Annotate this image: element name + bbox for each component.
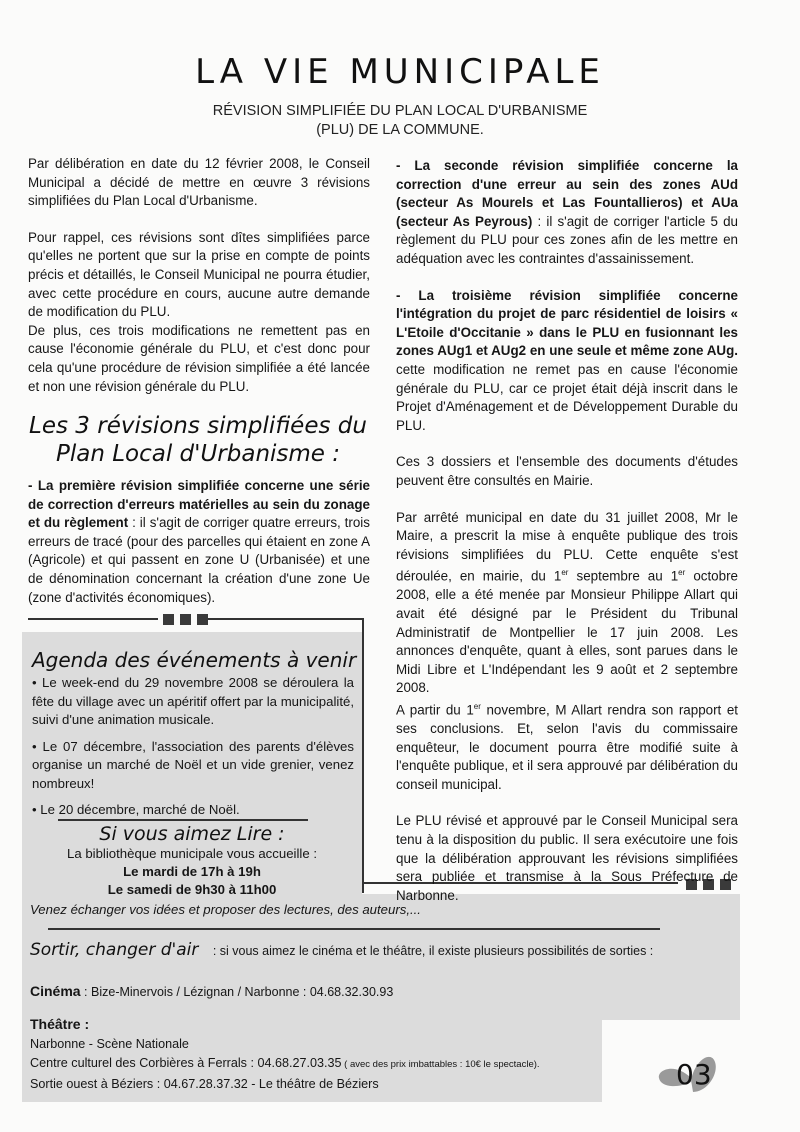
revision-2: - La seconde révision simplifiée concerne la correction d'une erreur au sein des zones AUd (secteur As Mourels et Las Fountallieros) et AUa (secteur As Peyrous) : il s'agit de corriger l'article 5 du règlement du PLU pour ces zones afin de les mettre en adéquation avec les contraintes d'assainissement. bbox=[396, 158, 738, 266]
agenda-item: • Le 07 décembre, l'association des parents d'élèves organise un marché de Noël et un vide grenier, venez nombreux! bbox=[32, 738, 354, 791]
section-title: Les 3 révisions simplifiées du Plan Local d'Urbanisme : bbox=[29, 413, 367, 467]
revision-1-lead: - La première révision simplifiée concerne une série de correction d'erreurs matérielles au sein du zonage et du règlement bbox=[28, 478, 370, 531]
agenda-item: • Le 20 décembre, marché de Noël. bbox=[32, 802, 240, 817]
library-hours-tuesday: Le mardi de 17h à 19h bbox=[123, 864, 261, 879]
square-icon bbox=[163, 614, 174, 625]
divider-line bbox=[58, 819, 308, 821]
reading-title: Si vous aimez Lire : bbox=[99, 823, 285, 845]
intro-paragraph-3: De plus, ces trois modifications ne remettent pas en cause l'économie générale du PLU, et c'est donc pour cela qu'une procédure de révision simplifiée a été lancée et non une révision générale du PLU. bbox=[28, 322, 370, 394]
theatre-price-note: ( avec des prix imbattables : 10€ le spectacle). bbox=[341, 1059, 540, 1070]
reading-section bbox=[22, 823, 362, 899]
cinema-label: Cinéma bbox=[30, 983, 81, 999]
revision-1 bbox=[28, 477, 370, 607]
intro-paragraph-2: Pour rappel, ces révisions sont dîtes simplifiées parce qu'elles ne portent que sur la prise en compte de points précis et détaillés, le Conseil Municipal ne pourra étudier, avec cette procédure en cours, aucune autre demande de modification du PLU. bbox=[28, 229, 370, 320]
library-hours-saturday: Le samedi de 9h30 à 11h00 bbox=[107, 882, 277, 897]
outings-intro: : si vous aimez le cinéma et le théâtre, il existe plusieurs possibilités de sorties : bbox=[212, 944, 654, 958]
divider-line bbox=[208, 618, 363, 620]
library-intro: La bibliothèque municipale vous accueille : bbox=[67, 846, 317, 861]
theatre-item: Centre culturel des Corbières à Ferrals : 04.68.27.03.35 ( avec des prix imbattables : 10€ le spectacle). bbox=[30, 1056, 540, 1070]
theatre-item: Sortie ouest à Béziers : 04.67.28.37.32 - Le théâtre de Béziers bbox=[30, 1076, 379, 1091]
theatre-label: Théâtre : bbox=[30, 1016, 90, 1032]
outings-title: Sortir, changer d'air bbox=[30, 940, 199, 960]
report-paragraph: A partir du 1er novembre, M Allart rendra son rapport et ses conclusions. Et, selon l'avis du commissaire enquêteur, le document pourra être modifié suite à l'enquête publique, et il sera approuvé par délibération du conseil municipal. bbox=[396, 701, 739, 792]
final-paragraph: Le PLU révisé et approuvé par le Conseil Municipal sera tenu à la disposition du public. Il sera exécutoire une fois que la délibération approuvant les révisions simplifiées sera publiée et transmise à la Sous Préfecture de Narbonne. bbox=[396, 813, 738, 903]
left-column bbox=[28, 155, 370, 414]
square-icon bbox=[197, 614, 208, 625]
divider-line bbox=[48, 928, 660, 930]
divider-line bbox=[28, 618, 158, 620]
right-column bbox=[396, 157, 738, 923]
page-subtitle: RÉVISION SIMPLIFIÉE DU PLAN LOCAL D'URBANISME (PLU) DE LA COMMUNE. bbox=[212, 103, 588, 138]
public-inquiry-paragraph: Par arrêté municipal en date du 31 juillet 2008, Mr le Maire, a prescrit la mise à enquête publique des trois révisions simplifiées du PLU. Cette enquête s'est déroulée, en mairie, du 1er septembre au 1er octobre 2008, elle a été menée par Monsieur Philippe Allart qui avait été désigné par le Président du Tribunal Administratif de Montpellier le 17 juin 2008. Les annonces d'enquête, quant à elles, sont parues dans le Midi Libre et L'Indépendant les 9 août et 2 septembre 2008. bbox=[396, 509, 738, 696]
divider-squares bbox=[163, 612, 214, 630]
box-border bbox=[362, 618, 364, 893]
cinema-info: : Bize-Minervois / Lézignan / Narbonne : 04.68.32.30.93 bbox=[80, 985, 394, 999]
square-icon bbox=[180, 614, 191, 625]
agenda-list bbox=[32, 674, 354, 828]
theatre-item: Narbonne - Scène Nationale bbox=[30, 1036, 189, 1051]
intro-paragraph-1: Par délibération en date du 12 février 2008, le Conseil Municipal a décidé de mettre en œuvre 3 révisions simplifiées du Plan Local d'Urbanisme. bbox=[28, 156, 370, 209]
outings-header bbox=[30, 940, 653, 960]
page-title: LA VIE MUNICIPALE bbox=[195, 52, 605, 92]
consultation-paragraph: Ces 3 dossiers et l'ensemble des documents d'études peuvent être consultés en Mairie. bbox=[396, 454, 738, 488]
revision-3: - La troisième révision simplifiée concerne l'intégration du projet de parc résidentiel de loisirs « L'Etoile d'Occitanie » dans le PLU en fusionnant les zones AUg1 et AUg2 en une seule et même zone AUg. cette modification ne remet pas en cause l'économie générale du PLU, car ce projet était déjà inscrit dans le Projet d'Aménagement et de Développement Durable du PLU. bbox=[396, 287, 738, 433]
cinema-line bbox=[30, 983, 393, 999]
page-number: 03 bbox=[676, 1058, 712, 1091]
agenda-item: • Le week-end du 29 novembre 2008 se déroulera la fête du village avec un apéritif offert par la municipalité, suivi d'une animation musicale. bbox=[32, 675, 354, 727]
library-invite: Venez échanger vos idées et proposer des lectures, des auteurs,... bbox=[30, 902, 421, 917]
revision-1-body: : il s'agit de corriger quatre erreurs, trois erreurs de tracé (pour des parcelles qui étaient en zone A (Agricole) et qui passent en zone U (Urbanisée) et une de dénomination concernant la création d'une zone Ue (zone d'activités économiques). bbox=[28, 515, 370, 605]
agenda-title: Agenda des événements à venir bbox=[32, 648, 357, 672]
theatre-section bbox=[30, 1015, 540, 1094]
